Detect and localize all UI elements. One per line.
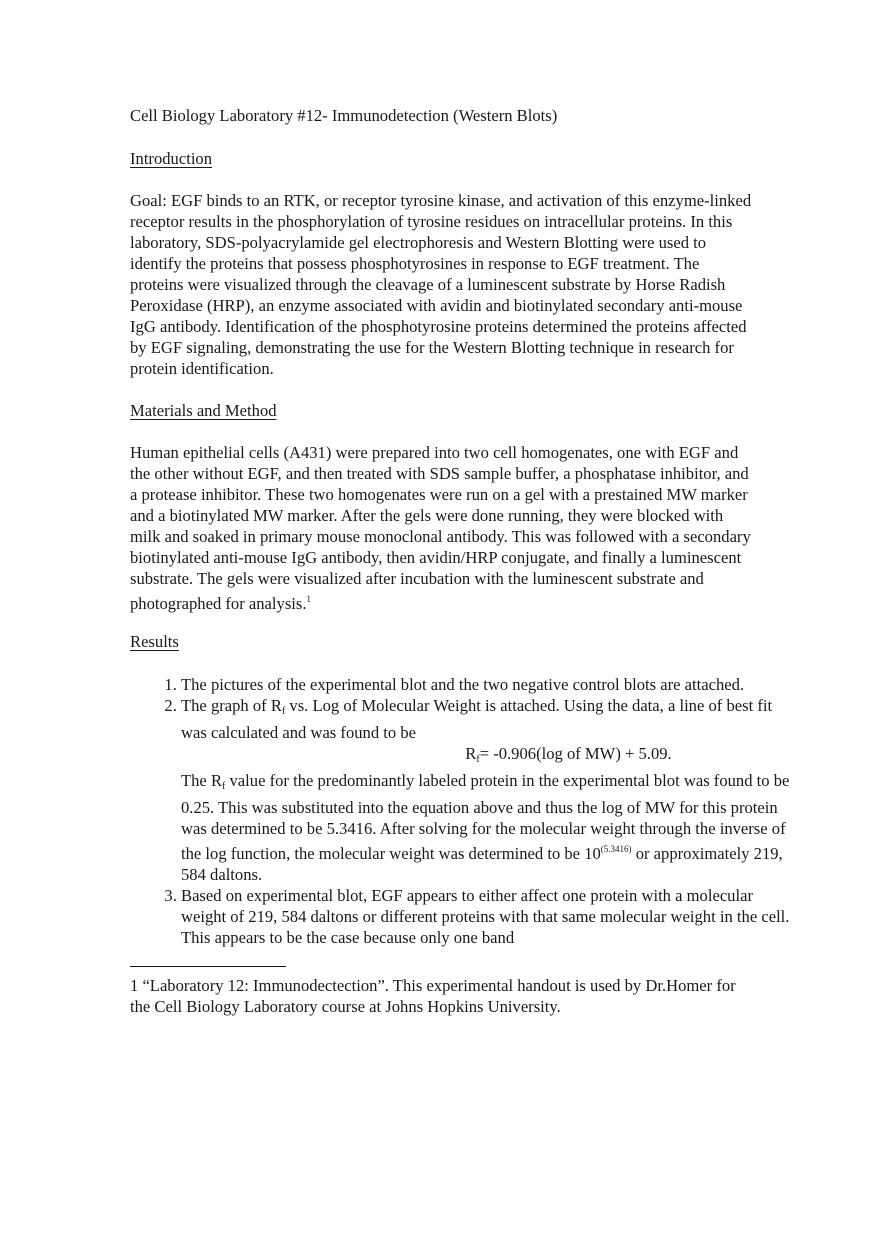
result-item-1-text: The pictures of the experimental blot and the two negative control blots are attached. <box>181 675 745 694</box>
result-item-2-text-cont: vs. Log of Molecular Weight is attached. Using the data, a line of best fit was calculated and was found to be <box>181 696 773 742</box>
materials-text: Human epithelial cells (A431) were prepared into two cell homogenates, one with EGF and the other without EGF, and then treated with SDS sample buffer, a phosphatase inhibitor, and a protease inhibitor. These two homogenates were run on a gel with a prestained MW marker and a biotinylated MW marker. After the gels were done running, they were blocked with milk and soaked in primary mouse monoclonal antibody. This was followed with a secondary biotinylated anti-mouse IgG antibody, then avidin/HRP conjugate, and finally a luminescent substrate. The gels were visualized after incubation with the luminescent substrate and photographed for analysis. <box>130 443 751 613</box>
equation-rest: = -0.906(log of MW) + 5.09. <box>479 744 672 763</box>
materials-paragraph <box>130 442 755 614</box>
exponent: (5.3416) <box>600 844 632 854</box>
result-item-3-text: Based on experimental blot, EGF appears to either affect one protein with a molecular weight of 219, 584 daltons or different proteins with that same molecular weight in the cell. This appears to be the case because only one band <box>181 886 790 947</box>
footnote: 1 “Laboratory 12: Immunodectection”. This experimental handout is used by Dr.Homer for the Cell Biology Laboratory course at Johns Hopkins University. <box>130 976 736 1016</box>
introduction-paragraph: Goal: EGF binds to an RTK, or receptor tyrosine kinase, and activation of this enzyme-linked receptor results in the phosphorylation of tyrosine residues on intracellular proteins. In this laboratory, SDS-polyacrylamide gel electrophoresis and Western Blotting were used to identify the proteins that possess phosphotyrosines in response to EGF treatment. The proteins were visualized through the cleavage of a luminescent substrate by Horse Radish Peroxidase (HRP), an enzyme associated with avidin and biotinylated secondary anti-mouse IgG antibody. Identification of the phosphotyrosine proteins determined the proteins affected by EGF signaling, demonstrating the use for the Western Blotting technique in research for protein identification. <box>130 191 752 378</box>
result-item-3 <box>181 885 796 948</box>
subscript: f <box>222 781 226 792</box>
equation-r: R <box>465 744 477 763</box>
result-item-2 <box>181 695 796 885</box>
result-item-2-para2-end: or approximately 219, 584 daltons. <box>181 844 783 884</box>
result-item-2-text: The graph of R <box>181 696 282 715</box>
equation-subscript: f <box>476 754 480 765</box>
best-fit-equation <box>181 743 796 770</box>
footnote-divider <box>130 966 286 967</box>
materials-heading: Materials and Method <box>130 401 277 420</box>
subscript: f <box>281 706 286 717</box>
result-item-2-para2-text: value for the predominantly labeled protein in the experimental blot was found to be 0.25. This was substituted into the equation above and thus the log of MW for this protein was determined to be 5.3416. After solving for the molecular weight through the inverse of the log function, the molecular weight was determined to be 10 <box>181 771 790 863</box>
results-list <box>130 674 796 948</box>
document-title: Cell Biology Laboratory #12- Immunodetection (Western Blots) <box>130 106 558 125</box>
result-item-1 <box>181 674 796 695</box>
footnote-reference: 1 <box>306 594 311 604</box>
results-heading: Results <box>130 632 179 651</box>
introduction-heading: Introduction <box>130 149 213 168</box>
result-item-2-para2: The R <box>181 771 223 790</box>
